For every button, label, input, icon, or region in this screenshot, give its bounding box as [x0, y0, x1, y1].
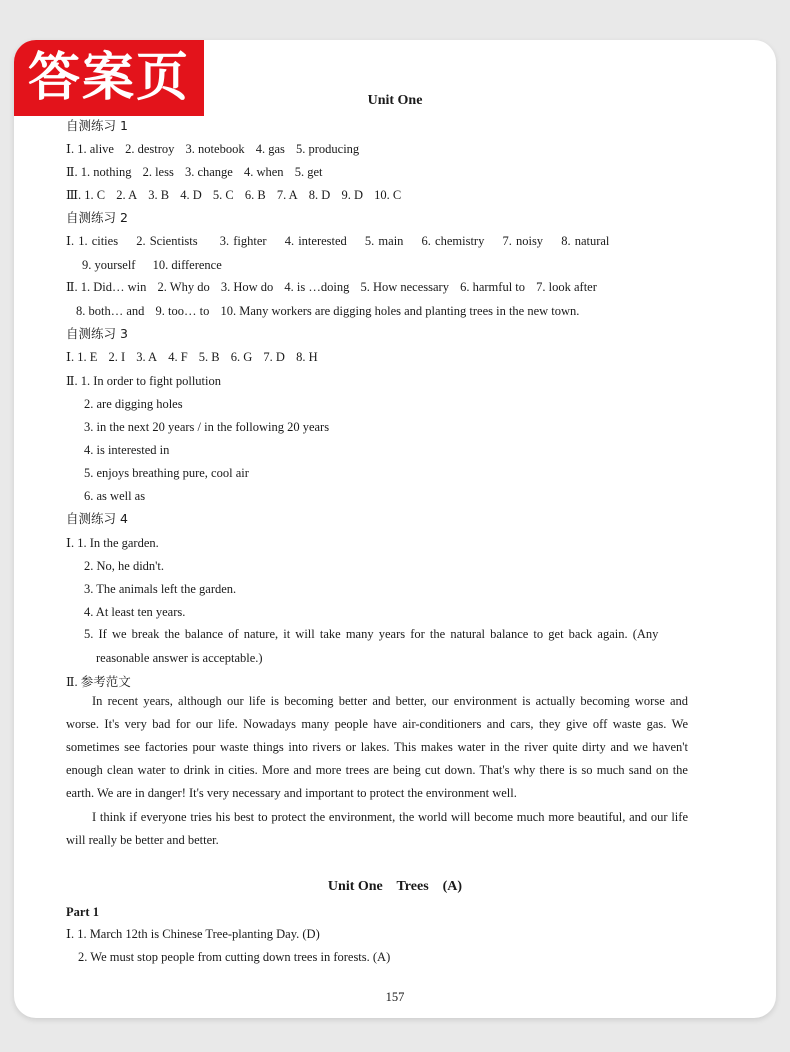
- answer: Ⅱ. 1. Did… win: [66, 280, 147, 294]
- answer: 7. look after: [536, 280, 597, 294]
- s4-i-3: 3. The animals left the garden.: [84, 582, 237, 596]
- answer: 9. D: [341, 188, 363, 202]
- answer: 7. A: [276, 188, 298, 202]
- answer: 3. A: [136, 350, 158, 364]
- answer: 2. I: [108, 350, 126, 364]
- sample-essay-paragraph-2: I think if everyone tries his best to protect the environment, the world will become much more beautiful, and our life will really be better and better.: [66, 810, 688, 847]
- section-1-title: 自测练习 1: [66, 118, 128, 133]
- answer: 9. yourself: [82, 258, 136, 272]
- answer: 4. is …doing: [284, 280, 350, 294]
- s3-ii-3: 3. in the next 20 years / in the following 20 years: [84, 420, 330, 434]
- sample-essay-paragraph-1: In recent years, although our life is becoming better and better, our environment is actually becoming worse and worse. It's very bad for our life. Nowadays many people have air-conditioners and cars, they give off waste gas. We sometimes see factories pour waste things into rivers or lakes. This makes water in the river quite dirty and we haven't enough clean water to drink in cities. More and more trees are being cut down. That's why there is so much sand on the earth. We are in danger! It's very necessary and important to protect the environment well.: [66, 694, 688, 800]
- s4-i-5b: reasonable answer is acceptable.): [96, 651, 263, 665]
- answer: 3. notebook: [185, 142, 245, 156]
- answer: 2. destroy: [125, 142, 175, 156]
- answer: 8. H: [296, 350, 318, 364]
- answer: Ⅰ. 1. cities: [66, 234, 119, 248]
- s4-i-4: 4. At least ten years.: [84, 605, 186, 619]
- answer: 6. harmful to: [460, 280, 526, 294]
- answer: 4. gas: [255, 142, 285, 156]
- answer: 3. How do: [220, 280, 274, 294]
- s1-row-1: [66, 141, 359, 157]
- answer: 7. noisy: [502, 234, 544, 248]
- page-number: 157: [385, 990, 405, 1004]
- answer: 6. B: [244, 188, 266, 202]
- answer: 6. chemistry: [421, 234, 485, 248]
- answer: Ⅱ. 1. nothing: [66, 165, 132, 179]
- s3-row-1: [66, 349, 318, 365]
- s4-i-1: Ⅰ. 1. In the garden.: [66, 536, 159, 550]
- answer-page-badge: 答案页: [14, 40, 204, 116]
- s3-ii-1: Ⅱ. 1. In order to fight pollution: [66, 374, 222, 388]
- s2-row-4: [76, 303, 579, 319]
- answer: 8. both… and: [76, 304, 145, 318]
- answer: 8. D: [308, 188, 331, 202]
- answer: 2. Why do: [157, 280, 210, 294]
- answer: 3. change: [184, 165, 233, 179]
- answer: Ⅰ. 1. alive: [66, 142, 114, 156]
- trees-title: Unit One Trees (A): [327, 879, 463, 894]
- s2-row-3: [66, 279, 597, 295]
- s3-ii-6: 6. as well as: [84, 489, 146, 503]
- s4-ii-label: Ⅱ. 参考范文: [66, 675, 131, 689]
- s2-row-1: [66, 233, 609, 249]
- answer: 8. natural: [561, 234, 610, 248]
- s4-i-2: 2. No, he didn't.: [84, 559, 165, 573]
- s3-ii-2: 2. are digging holes: [84, 397, 183, 411]
- answer: Ⅰ. 1. E: [66, 350, 98, 364]
- s1-row-3: [66, 187, 401, 203]
- trees-q2: 2. We must stop people from cutting down trees in forests. (A): [78, 950, 391, 964]
- answer: 5. producing: [296, 142, 360, 156]
- section-3-title: 自测练习 3: [66, 326, 128, 341]
- section-2-title: 自测练习 2: [66, 210, 128, 225]
- answer: 9. too… to: [155, 304, 210, 318]
- part-1-label: Part 1: [66, 905, 99, 919]
- answer: 3. fighter: [219, 234, 267, 248]
- s3-ii-4: 4. is interested in: [84, 443, 170, 457]
- answer: 10. C: [374, 188, 402, 202]
- answer: 4. when: [243, 165, 284, 179]
- s1-row-2: [66, 164, 322, 180]
- trees-q1: Ⅰ. 1. March 12th is Chinese Tree-planting Day. (D): [66, 927, 320, 941]
- answer: 5. C: [212, 188, 234, 202]
- answer: 6. G: [230, 350, 253, 364]
- answer: 5. get: [294, 165, 323, 179]
- answer: Ⅲ. 1. C: [66, 188, 106, 202]
- answer: 10. Many workers are digging holes and planting trees in the new town.: [220, 304, 580, 318]
- answer: 7. D: [263, 350, 285, 364]
- section-4-title: 自测练习 4: [66, 511, 128, 526]
- answer: 5. How necessary: [360, 280, 449, 294]
- answer: 2. Scientists: [136, 234, 198, 248]
- answer: 4. F: [168, 350, 188, 364]
- unit-title: Unit One: [367, 93, 423, 108]
- answer: 4. D: [180, 188, 202, 202]
- answer: 5. main: [364, 234, 404, 248]
- s3-ii-5: 5. enjoys breathing pure, cool air: [84, 466, 249, 480]
- answer: 3. B: [148, 188, 170, 202]
- s4-i-5a: 5. If we break the balance of nature, it will take many years for the natural balance to get back again. (Any: [84, 627, 659, 641]
- answer: 4. interested: [284, 234, 347, 248]
- answer: 2. A: [116, 188, 138, 202]
- answer: 5. B: [198, 350, 220, 364]
- answer: 10. difference: [152, 258, 222, 272]
- answer: 2. less: [142, 165, 174, 179]
- s2-row-2: [82, 257, 222, 273]
